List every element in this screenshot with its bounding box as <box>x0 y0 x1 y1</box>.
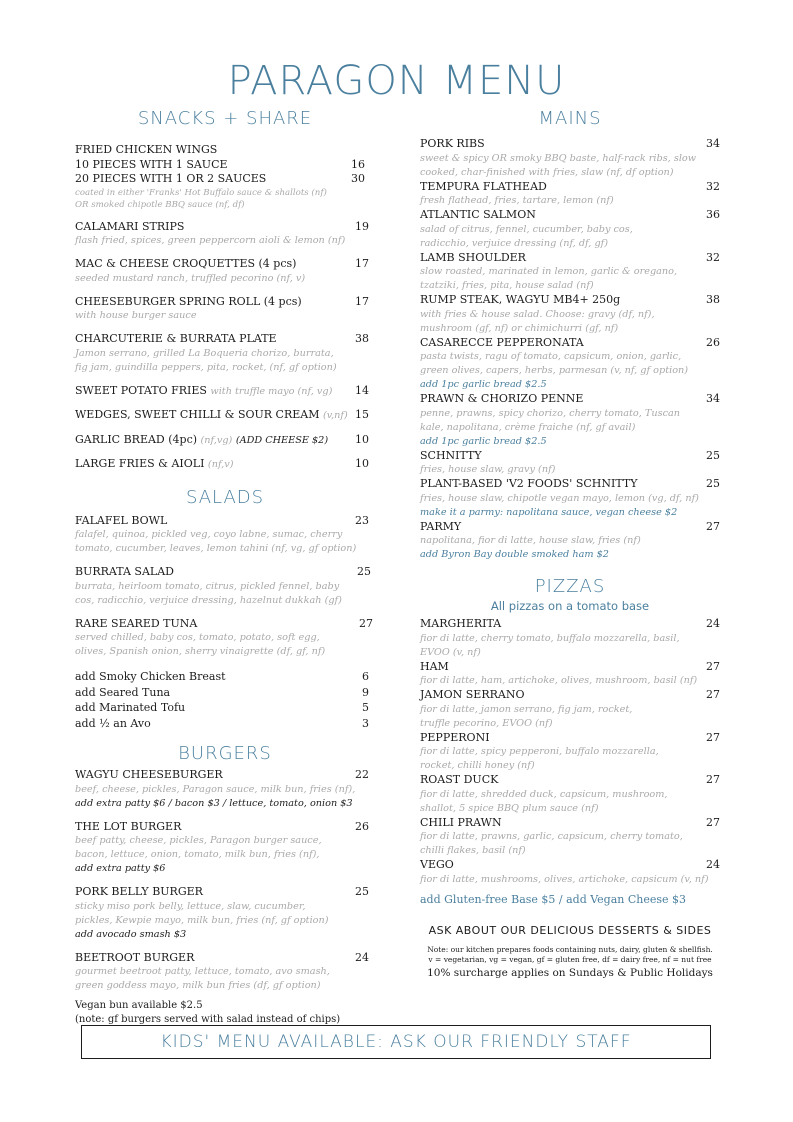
item-description: gourmet beetroot patty, lettuce, tomato, avo smash, <box>75 966 330 977</box>
item-price: 23 <box>355 513 369 527</box>
item-name: FALAFEL BOWL <box>75 513 168 527</box>
item-description: radicchio, verjuice dressing (nf, df, gf) <box>420 237 609 249</box>
item-name: FRIED CHICKEN WINGS <box>75 143 218 156</box>
item-name: LAMB SHOULDER <box>420 250 526 264</box>
item-price: 17 <box>355 294 369 308</box>
kids-menu-banner: KIDS' MENU AVAILABLE: ASK OUR FRIENDLY STAFF <box>81 1025 711 1059</box>
item-price: 30 <box>351 172 365 185</box>
menu-item <box>420 520 720 563</box>
item-description: beef, cheese, pickles, Paragon sauce, milk bun, fries (nf), <box>75 783 356 795</box>
item-price: 22 <box>355 768 369 781</box>
item-description: sweet & spicy OR smoky BBQ baste, half-rack ribs, slow <box>420 152 697 164</box>
addon-price: 5 <box>362 701 369 714</box>
item-addon: add extra patty $6 / bacon $3 / lettuce, tomato, onion $3 <box>75 797 353 809</box>
item-description: falafel, quinoa, pickled veg, coyo labne, sumac, cherry <box>75 529 343 540</box>
menu-item-falafel <box>75 514 375 557</box>
item-price: 27 <box>706 730 720 744</box>
item-description: fior di latte, spicy pepperoni, buffalo mozzarella, <box>420 746 659 757</box>
item-name: PEPPERONI <box>420 730 490 744</box>
item-price: 17 <box>355 257 369 270</box>
item-description: fior di latte, ham, artichoke, olives, mushroom, basil (nf) <box>420 675 698 686</box>
menu-item-wedges <box>75 408 375 424</box>
item-description: penne, prawns, spicy chorizo, cherry tomato, Tuscan <box>420 407 681 419</box>
item-price: 10 <box>355 432 369 446</box>
addon-name: add ½ an Avo <box>75 716 151 730</box>
surcharge-note: 10% surcharge applies on Sundays & Public Holidays <box>427 966 713 979</box>
item-description: Jamon serrano, grilled La Boqueria chorizo, burrata, <box>75 347 334 359</box>
menu-item <box>420 208 720 251</box>
dietary-key: v = vegetarian, vg = vegan, gf = gluten free, df = dairy free, nf = nut free <box>428 954 712 964</box>
item-name: RUMP STEAK, WAGYU MB4+ 250g <box>420 293 621 306</box>
item-description: with house burger sauce <box>75 310 197 321</box>
item-name: LARGE FRIES & AIOLI <box>75 457 205 470</box>
item-name: PARMY <box>420 519 462 533</box>
item-price: 32 <box>706 179 720 193</box>
item-price: 27 <box>706 688 720 701</box>
item-addon: add 1pc garlic bread $2.5 <box>420 435 547 447</box>
snacks-heading: SNACKS + SHARE <box>137 108 313 129</box>
addon-price: 9 <box>362 685 369 699</box>
item-price: 25 <box>706 448 720 462</box>
menu-item <box>420 688 720 731</box>
menu-item <box>420 392 720 449</box>
menu-item <box>420 449 720 478</box>
item-description: kale, napolitana, crème fraiche (nf, gf avail) <box>420 421 636 433</box>
item-price: 27 <box>706 659 720 673</box>
menu-item <box>420 858 720 887</box>
menu-item-pork-belly-burger <box>75 885 375 942</box>
item-description: shallot, 5 spice BBQ plum sauce (nf) <box>420 802 599 814</box>
menu-item-wings <box>75 143 375 211</box>
item-description: pickles, Kewpie mayo, milk bun, fries (nf, gf option) <box>75 914 329 926</box>
item-price: 27 <box>359 616 373 630</box>
addon-row <box>75 685 375 701</box>
item-description: fries, house slaw, chipotle vegan mayo, lemon (vg, df, nf) <box>420 492 699 504</box>
menu-item <box>420 731 720 774</box>
addon-price: 6 <box>362 670 369 683</box>
item-name: CALAMARI STRIPS <box>75 219 185 233</box>
menu-item-tuna <box>75 617 375 660</box>
item-price: 15 <box>355 408 369 421</box>
item-name: PORK RIBS <box>420 137 485 150</box>
salad-addons <box>75 669 375 731</box>
menu-item <box>420 660 720 689</box>
menu-item-wagyu-cheeseburger <box>75 768 375 811</box>
item-price: 24 <box>706 617 720 630</box>
item-description: OR smoked chipotle BBQ sauce (nf, df) <box>75 199 245 210</box>
item-price: 16 <box>351 157 365 171</box>
menu-item-charcuterie <box>75 332 375 375</box>
menu-item-spring-roll <box>75 295 375 324</box>
item-name: WAGYU CHEESEBURGER <box>75 768 223 781</box>
item-description: tzatziki, fries, pita, house salad (nf) <box>420 280 594 291</box>
item-description: fior di latte, cherry tomato, buffalo mozzarella, basil, <box>420 632 680 644</box>
menu-item <box>420 180 720 209</box>
item-price: 27 <box>706 519 720 533</box>
item-name: CHARCUTERIE & BURRATA PLATE <box>75 332 277 345</box>
item-price: 38 <box>706 293 720 306</box>
item-addon: add avocado smash $3 <box>75 928 187 940</box>
item-description: coated in either 'Franks' Hot Buffalo sauce & shallots (nf) <box>75 187 327 198</box>
addon-row <box>75 716 375 732</box>
mains-list <box>420 137 720 562</box>
item-price: 27 <box>706 815 720 829</box>
item-description: EVOO (v, nf) <box>420 646 481 658</box>
item-price: 19 <box>355 219 369 233</box>
menu-item-beetroot-burger <box>75 951 375 994</box>
item-description: served chilled, baby cos, tomato, potato, soft egg, <box>75 632 320 643</box>
item-description: bacon, lettuce, onion, tomato, milk bun, fries (nf), <box>75 849 320 860</box>
item-price: 32 <box>706 250 720 264</box>
item-description: pasta twists, ragu of tomato, capsicum, onion, garlic, <box>420 351 682 362</box>
item-name: BURRATA SALAD <box>75 565 174 578</box>
item-description: slow roasted, marinated in lemon, garlic & oregano, <box>420 266 678 277</box>
item-price: 14 <box>355 383 369 397</box>
desserts-note: ASK ABOUT OUR DELICIOUS DESSERTS & SIDES <box>428 923 712 937</box>
item-option: 10 PIECES WITH 1 SAUCE <box>75 157 228 171</box>
addon-name: add Smoky Chicken Breast <box>75 670 226 683</box>
item-addon: add 1pc garlic bread $2.5 <box>420 379 547 390</box>
item-description: chilli flakes, basil (nf) <box>420 845 526 856</box>
salads-heading: SALADS <box>185 486 265 508</box>
allergen-note: Note: our kitchen prepares foods containing nuts, dairy, gluten & shellfish. <box>427 944 713 954</box>
item-description: cos, radicchio, verjuice dressing, hazelnut dukkah (gf) <box>75 594 342 606</box>
item-price: 25 <box>706 477 720 490</box>
item-option: 20 PIECES WITH 1 OR 2 SAUCES <box>75 172 267 185</box>
item-description: salad of citrus, fennel, cucumber, baby cos, <box>420 223 633 235</box>
item-name: TEMPURA FLATHEAD <box>420 179 547 193</box>
item-name: HAM <box>420 659 449 673</box>
item-description: fior di latte, jamon serrano, fig jam, rocket, <box>420 703 633 715</box>
item-price: 34 <box>706 137 720 150</box>
item-inline-description: with truffle mayo (nf, vg) <box>210 385 333 397</box>
burger-notes <box>75 999 375 1027</box>
item-price: 34 <box>706 392 720 405</box>
item-name: CHILI PRAWN <box>420 815 502 829</box>
menu-item-sweet-potato <box>75 384 375 400</box>
item-description: truffle pecorino, EVOO (nf) <box>420 717 553 729</box>
menu-title: PARAGON MENU <box>227 58 566 104</box>
item-name: ATLANTIC SALMON <box>420 208 536 221</box>
item-description: flash fried, spices, green peppercorn aioli & lemon (nf) <box>75 235 346 246</box>
item-name: WEDGES, SWEET CHILLI & SOUR CREAM <box>75 408 320 421</box>
item-price: 25 <box>355 885 369 898</box>
item-description: burrata, heirloom tomato, citrus, pickled fennel, baby <box>75 580 340 592</box>
menu-item <box>420 336 720 393</box>
item-addon: add extra patty $6 <box>75 863 166 874</box>
menu-item <box>420 251 720 294</box>
left-column <box>75 108 375 1027</box>
item-name: CASARECCE PEPPERONATA <box>420 335 584 349</box>
item-price: 24 <box>355 950 369 964</box>
item-price: 27 <box>706 773 720 786</box>
gf-burger-note: (note: gf burgers served with salad instead of chips) <box>75 1014 341 1025</box>
item-description: seeded mustard ranch, truffled pecorino (nf, v) <box>75 272 306 284</box>
item-description: beef patty, cheese, pickles, Paragon burger sauce, <box>75 835 322 846</box>
item-name: SWEET POTATO FRIES <box>75 383 207 397</box>
menu-item <box>420 617 720 660</box>
pizzas-subheading: All pizzas on a tomato base <box>490 599 650 613</box>
burgers-heading: BURGERS <box>178 743 272 764</box>
item-description: fior di latte, shredded duck, capsicum, mushroom, <box>420 788 668 800</box>
addon-row <box>75 669 375 685</box>
item-name: PORK BELLY BURGER <box>75 885 203 898</box>
item-addon: make it a parmy: napolitana sauce, vegan cheese $2 <box>420 506 678 518</box>
item-price: 38 <box>355 332 369 345</box>
menu-item <box>420 773 720 816</box>
item-name: PLANT-BASED 'V2 FOODS' SCHNITTY <box>420 477 638 490</box>
addon-row <box>75 700 375 716</box>
item-price: 25 <box>357 565 371 578</box>
item-inline-description: (nf,vg) <box>200 434 233 446</box>
menu-item-garlic-bread <box>75 433 375 449</box>
item-name: GARLIC BREAD (4pc) <box>75 432 198 446</box>
item-description: napolitana, fior di latte, house slaw, fries (nf) <box>420 535 641 546</box>
item-description: fior di latte, mushrooms, olives, artichoke, capsicum (v, nf) <box>420 873 709 885</box>
item-description: green olives, capers, herbs, parmesan (v, nf, gf option) <box>420 365 689 376</box>
item-price: 24 <box>706 858 720 871</box>
item-name: THE LOT BURGER <box>75 819 182 833</box>
item-name: CHEESEBURGER SPRING ROLL (4 pcs) <box>75 294 302 308</box>
item-name: PRAWN & CHORIZO PENNE <box>420 392 584 405</box>
item-price: 26 <box>706 335 720 349</box>
pizzas-heading: PIZZAS <box>534 576 606 597</box>
item-inline-description: (nf,v) <box>207 459 234 470</box>
item-name: VEGO <box>420 858 454 871</box>
item-description: fior di latte, prawns, garlic, capsicum, cherry tomato, <box>420 831 683 842</box>
item-inline-description: (v,nf) <box>322 410 348 421</box>
menu-item <box>420 816 720 859</box>
pizza-list <box>420 617 720 887</box>
item-description: fig jam, guindilla peppers, pita, rocket, (nf, gf option) <box>75 361 337 373</box>
item-name: RARE SEARED TUNA <box>75 616 198 630</box>
right-column <box>420 108 720 979</box>
item-description: sticky miso pork belly, lettuce, slaw, cucumber, <box>75 900 306 912</box>
item-addon: add Byron Bay double smoked ham $2 <box>420 549 609 560</box>
item-name: ROAST DUCK <box>420 773 499 786</box>
menu-item-burrata-salad <box>75 565 375 608</box>
item-name: JAMON SERRANO <box>420 688 525 701</box>
item-description: cooked, char-finished with fries, slaw (nf, df option) <box>420 166 674 178</box>
menu-item <box>420 137 720 180</box>
item-name: BEETROOT BURGER <box>75 950 195 964</box>
item-price: 26 <box>355 819 369 833</box>
menu-item-large-fries <box>75 457 375 473</box>
addon-name: add Marinated Tofu <box>75 701 186 714</box>
item-name: MAC & CHEESE CROQUETTES (4 pcs) <box>75 257 297 270</box>
item-description: fresh flathead, fries, tartare, lemon (nf) <box>420 195 614 206</box>
menu-item-calamari <box>75 220 375 249</box>
item-name: MARGHERITA <box>420 617 502 630</box>
item-description: olives, Spanish onion, sherry vinaigrette (df, gf, nf) <box>75 646 326 657</box>
item-description: with fries & house salad. Choose: gravy (df, nf), <box>420 308 655 320</box>
item-description: tomato, cucumber, leaves, lemon tahini (nf, vg, gf option) <box>75 543 357 554</box>
menu-item-lot-burger <box>75 820 375 877</box>
mains-heading: MAINS <box>538 108 602 129</box>
item-extra: (ADD CHEESE $2) <box>235 434 329 446</box>
item-description: mushroom (gf, nf) or chimichurri (gf, nf) <box>420 322 619 334</box>
menu-item <box>420 477 720 520</box>
item-price: 10 <box>355 457 369 470</box>
addon-price: 3 <box>362 716 369 730</box>
vegan-bun-note: Vegan bun available $2.5 <box>75 1000 203 1011</box>
item-description: green goddess mayo, milk bun fries (df, gf option) <box>75 980 321 991</box>
addon-name: add Seared Tuna <box>75 685 171 699</box>
menu-item-croquettes <box>75 257 375 286</box>
item-description: fries, house slaw, gravy (nf) <box>420 464 556 475</box>
pizza-extras: add Gluten-free Base $5 / add Vegan Cheese $3 <box>420 892 687 906</box>
item-price: 36 <box>706 208 720 221</box>
menu-item <box>420 293 720 336</box>
item-description: rocket, chilli honey (nf) <box>420 760 535 771</box>
item-name: SCHNITTY <box>420 448 482 462</box>
